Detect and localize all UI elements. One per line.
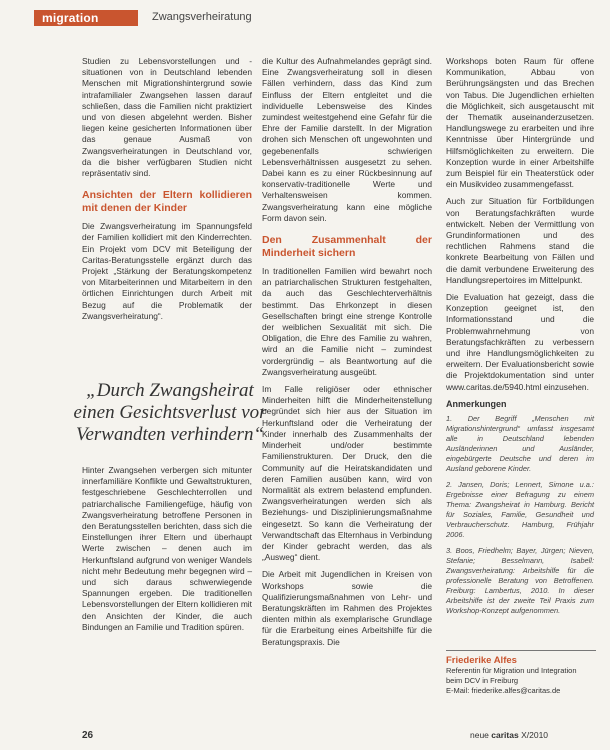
paragraph: Workshops boten Raum für offene Kommunikation, Abbau von Berührungsängsten und das Brechen von Tabus. Die Jugendlichen erhielten die Möglichkeit, sich ausgetauscht mit der Thematik auseinanderzusetzen. Handlungswege zu erarbeiten und ihre Kenntnisse über Hintergründe und Hilfsmöglichkeiten zu erweitern. Die Konzeption wurde in einer Arbeitshilfe zum Beispiel für ein Theaterstück oder ein Musikvideo zusammengefasst. [446, 56, 594, 190]
section-heading-parents: Ansichten der Eltern kollidieren mit denen der Kinder [82, 189, 252, 215]
pull-quote: „Durch Zwangsheirat einen Gesichtsverlust vor Verwandten verhindern“ [73, 380, 267, 445]
paragraph: Die Evaluation hat gezeigt, dass die Konzeption geeignet ist, den Informationsstand und die Problemwahrnehmung von Beratungsfachkräften zu verbessern und ihre Handlungsmöglichkeiten zu erweitern. Der Evaluationsbericht sowie die Projektdokumentation sind unter www.caritas.de/5940.html einzusehen. [446, 292, 594, 392]
publication-footer [470, 730, 548, 740]
section-heading-minority: Den Zusammenhalt der Minderheit sichern [262, 234, 432, 260]
section-tab-label: migration [42, 11, 99, 25]
paragraph: Im Falle religiöser oder ethnischer Minderheiten hilft die Minderheitenstellung begründet sich hier aus der Situation im Herkunftsland oder die Verheiratung der Kinder innerhalb des Zusammenhalts der Minderheit und/oder bestimmte Familienstrukturen. Der Druck, den die Community auf die Heiratskandidaten und deren Familien ausüben kann, wird von Normalität als extrem belastend empfunden. Zwangsverheiratungen werden sich als Beziehungs- und Disziplinierungsmaßnahme eingesetzt. So kann die Verheiratung der Verwandtschaft das Elternhaus in Verbindung der Kinder gebracht werden, das als „Ausweg“ dient. [262, 384, 432, 563]
author-email[interactable]: E-Mail: friederike.alfes@caritas.de [446, 686, 561, 695]
issue-label: X/2010 [521, 730, 549, 740]
column-1-lower [82, 465, 252, 633]
divider [446, 650, 596, 651]
notes-list [446, 414, 594, 616]
author-role: Referentin für Migration und Integration [446, 666, 577, 675]
note-item: 1. Der Begriff „Menschen mit Migrationshintergrund“ umfasst insgesamt alle in Deutschland lebenden Ausländerinnen und Ausländer, eingebürgerte Deutsche und deren im Ausland geborene Kinder. [446, 414, 594, 474]
paragraph: In traditionellen Familien wird bewahrt noch an patriarchalischen Strukturen festgehalten, da auch das Geschlechterverhältnis bestimmt. Das Ehrkonzept in diesen Gesellschaften bringt eine strenge Kontrolle der weiblichen Sexualität mit sich. Die Obligation, die Ehre des Familie zu wahren, wird an die Familie nicht – zumindest vordergründig – als Beantwortung auf die Zwangsverheiratung ausgeübt. [262, 266, 432, 377]
page-number: 26 [82, 730, 94, 741]
paragraph: Die Arbeit mit Jugendlichen in Kreisen von Workshops sowie die Qualifizierungsmaßnahmen von Lehr- und Beratungskräften im Rahmen des Projektes dienten mithin als exemplarische Grundlage für die Erarbeitung eines Arbeitshilfe für die Beratungspraxis. Die [262, 569, 432, 647]
intro-paragraph: Studien zu Lebensvorstellungen und -situationen von in Deutschland lebenden Menschen mit Migrationshintergrund sowie intrafamilialer Zwangsehen lassen darauf schließen, dass die Familien nicht praktiziert und von diesen abgelehnt werden. Bisher liegen keine gesicherten Informationen über das genaue Ausmaß von Zwangsverheiratungen in Deutschland vor, da die bisher verfügbaren Studien nicht repräsentativ sind. [82, 56, 252, 179]
publication-prefix: neue [470, 730, 492, 740]
note-item: 3. Boos, Friedhelm; Bayer, Jürgen; Nieven, Stefanie; Besselmann, Isabell: Zwangsverheiratung: Arbeitshilfe für die professionelle Beratung von Betroffenen. Freiburg: Lambertus, 2010. In dieser Arbeitshilfe ist der zweite Teil Praxis zum Workshop-Konzept aufgenommen. [446, 546, 594, 616]
paragraph: Die Zwangsverheiratung im Spannungsfeld der Familien kollidiert mit den Kinderrechten. Ein Projekt vom DCV mit Beteiligung der Caritas-Beratungsstelle ergänzt durch das Projekt „Stärkung der Beratungskompetenz von Mitarbeiterinnen und Mitarbeitern in den örtlichen Einrichtungen durch Arbeit mit Bezug auf die Problematik der Zwangsverheiratung“. [82, 221, 252, 321]
note-item: 2. Jansen, Doris; Lennert, Simone u.a.: Ergebnisse einer Befragung zu einem Thema: Zwangsheirat in Hamburg. Bericht für Soziales, Familie, Gesundheit und Verbraucherschutz. Hamburg, Frühjahr 2006. [446, 480, 594, 540]
author-name: Friederike Alfes [446, 655, 517, 666]
paragraph: die Kultur des Aufnahmelandes geprägt sind. Eine Zwangsverheiratung soll in diesen Fällen verhindern, dass das Kind zum Einfluss der Eltern entgleitet und die individuelle Lebensweise des Kindes zumindest weitestgehend eine Gefahr für die Ehre der Familie darstellt. In der Migration drohen sich Menschen oft ungewohnten und gegebenenfalls schwierigen Lebensverhältnissen ausgesetzt zu sehen. Dabei kann es zu einer Rückbesinnung auf konservativ-traditionelle Werte und Verhaltensweisen kommen. Zwangsverheiratung kann eine mögliche Form davon sein. [262, 56, 432, 223]
section-tab [34, 10, 138, 26]
column-2 [262, 56, 432, 654]
topic-label: Zwangsverheiratung [152, 11, 252, 23]
author-box [446, 650, 596, 696]
author-location: beim DCV in Freiburg [446, 676, 519, 685]
column-3 [446, 56, 594, 622]
notes-heading: Anmerkungen [446, 398, 507, 409]
column-1 [82, 56, 252, 328]
paragraph: Auch zur Situation für Fortbildungen von Beratungsfachkräften wurde entwickelt. Neben der Vermittlung von Grundinformationen und des rechtlichen Rahmens stand die konkrete Bearbeitung von Fällen und die damit verbundene Erweiterung des Handlungsrepertoires im Mittelpunkt. [446, 196, 594, 285]
publication-name: caritas [491, 730, 519, 740]
paragraph: Hinter Zwangsehen verbergen sich mitunter innerfamiliäre Konflikte und Gewaltstrukturen, festgeschriebene Geschlechterrollen und patriarchalische Familiengefüge, häufig von Zwangsverheiratung betroffene Personen in den Beratungsstellen berichten, dass sich die Einstellungen ihrer Eltern und überhaupt Werte zwischen – denen auch im Herkunftsland aufgrund von weniger Wandels nicht mehr Bedeutung mehr begegnen wird – und sich daraus schwerwiegende Spannungen ergeben. Die traditionellen Lebensvorstellungen der Eltern kollidieren mit den Ansichten der Kinder, die auch Bindungen an Familie und Tradition spüren. [82, 465, 252, 632]
